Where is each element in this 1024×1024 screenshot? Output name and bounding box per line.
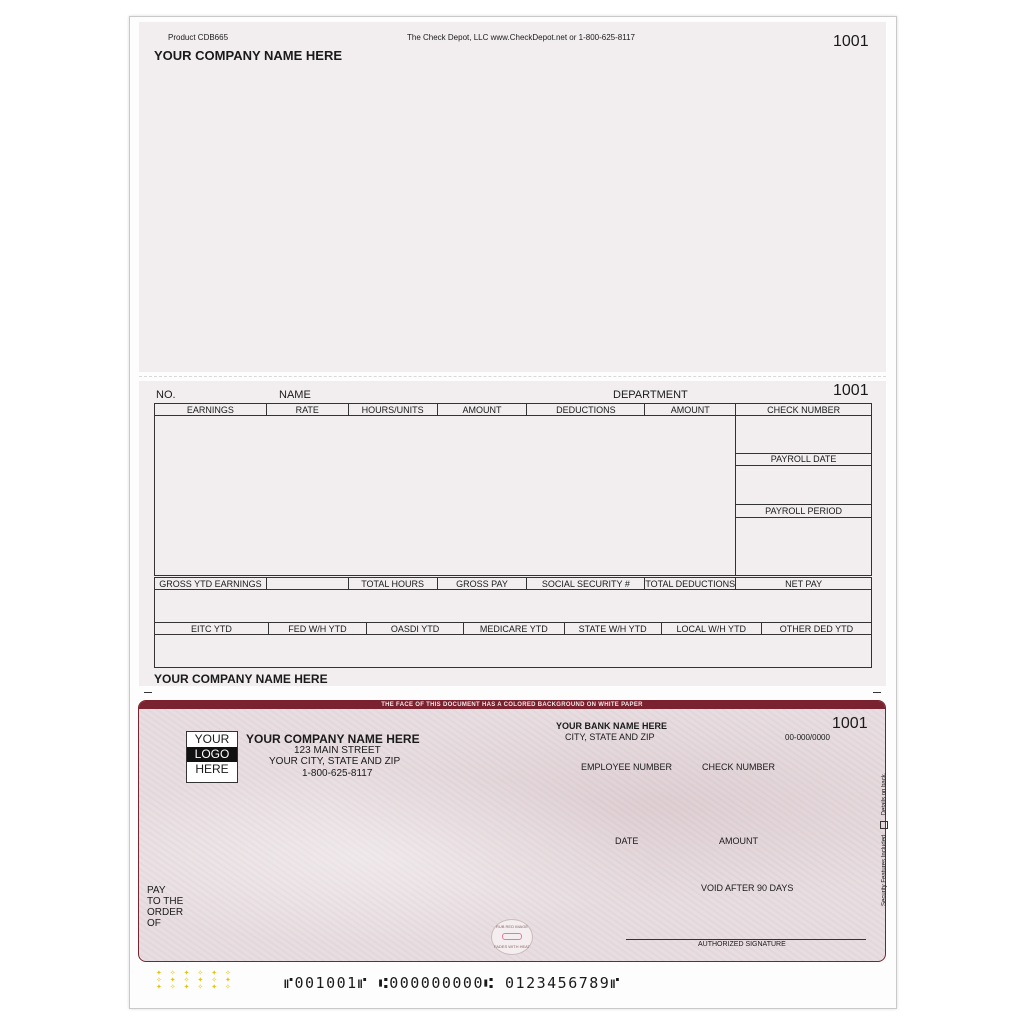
header-check-number: CHECK NUMBER	[736, 404, 872, 416]
signature-line	[626, 939, 866, 940]
pay-line-4: OF	[147, 918, 161, 929]
header-total-deductions: TOTAL DEDUCTIONS	[645, 578, 736, 589]
top-stub	[139, 22, 886, 372]
tick-mark-right	[873, 692, 881, 693]
employee-number-label: EMPLOYEE NUMBER	[581, 762, 673, 772]
hologram-stars-icon: ✦ ✧ ✦ ✧ ✦ ✧ ✧ ✦ ✧ ✦ ✧ ✦ ✦ ✧ ✦ ✧ ✦ ✧	[156, 970, 234, 991]
logo-line-3: HERE	[195, 762, 229, 776]
top-check-number: 1001	[833, 33, 869, 50]
bank-city: CITY, STATE AND ZIP	[565, 732, 655, 742]
pay-line-3: ORDER	[147, 907, 184, 918]
tick-mark-left	[144, 692, 152, 693]
payroll-date-box	[736, 466, 871, 505]
key-icon	[502, 933, 522, 940]
details-on-back-label: Details on back.	[881, 772, 888, 816]
product-code: Product CDB665	[168, 33, 229, 42]
label-department: DEPARTMENT	[613, 389, 688, 401]
check-number: 1001	[832, 715, 868, 732]
totals-table	[154, 577, 872, 623]
company-address-2: YOUR CITY, STATE AND ZIP	[269, 756, 401, 767]
payroll-period-label: PAYROLL PERIOD	[736, 505, 871, 518]
check-face	[138, 700, 886, 962]
ytd-body	[155, 635, 872, 668]
company-phone: 1-800-625-8117	[302, 768, 373, 779]
check-company-name: YOUR COMPANY NAME HERE	[246, 732, 420, 746]
header-total-hours: TOTAL HOURS	[348, 578, 437, 590]
header-blank	[266, 578, 348, 590]
header-medicare-ytd: MEDICARE YTD	[464, 623, 564, 635]
header-state-wh-ytd: STATE W/H YTD	[564, 623, 661, 635]
label-name: NAME	[279, 389, 311, 401]
pay-line-2: TO THE	[147, 896, 184, 907]
earnings-body	[155, 416, 736, 576]
stub-company-name: YOUR COMPANY NAME HERE	[154, 672, 328, 686]
address-line-1: 123 MAIN STREET	[294, 745, 381, 756]
ytd-table	[154, 622, 872, 668]
security-band: THE FACE OF THIS DOCUMENT HAS A COLORED BACKGROUND ON WHITE PAPER	[139, 701, 885, 709]
vendor-line: The Check Depot, LLC www.CheckDepot.net or 1-800-625-8117	[407, 33, 635, 42]
seal-line-1: RUB RED IMAGE	[495, 924, 528, 929]
logo-line-2: LOGO	[187, 747, 237, 762]
header-other-ded-ytd: OTHER DED YTD	[761, 623, 871, 635]
header-deduction-amount: AMOUNT	[645, 404, 736, 416]
bank-name: YOUR BANK NAME HERE	[556, 721, 668, 731]
void-notice: VOID AFTER 90 DAYS	[701, 883, 794, 893]
check-number-box	[736, 416, 871, 454]
logo-line-1: YOUR	[194, 732, 230, 746]
header-local-wh-ytd: LOCAL W/H YTD	[661, 623, 761, 635]
pay-line-1: PAY	[147, 885, 166, 896]
header-earnings: EARNINGS	[155, 404, 267, 416]
label-no: NO.	[156, 389, 176, 401]
logo-placeholder	[186, 731, 238, 783]
header-ssn: SOCIAL SECURITY #	[527, 578, 645, 590]
header-gross-ytd: GROSS YTD EARNINGS	[155, 578, 267, 590]
header-fed-wh-ytd: FED W/H YTD	[268, 623, 366, 635]
perforation-line	[139, 376, 886, 377]
check-number-label: CHECK NUMBER	[702, 762, 776, 772]
header-rate: RATE	[266, 404, 348, 416]
header-eitc-ytd: EITC YTD	[155, 623, 269, 635]
signature-label: AUTHORIZED SIGNATURE	[698, 941, 786, 948]
routing-fraction: 00-000/0000	[785, 733, 830, 742]
header-hours-units: HOURS/UNITS	[348, 404, 437, 416]
date-label: DATE	[615, 836, 639, 846]
payroll-period-box	[736, 518, 871, 563]
stub-check-number: 1001	[833, 382, 869, 399]
micr-line: ⑈001001⑈ ⑆000000000⑆ 0123456789⑈	[284, 974, 621, 992]
top-company-name: YOUR COMPANY NAME HERE	[154, 48, 343, 63]
header-deductions: DEDUCTIONS	[527, 404, 645, 416]
earnings-table	[154, 403, 872, 576]
header-gross-pay: GROSS PAY	[437, 578, 527, 590]
seal-line-2: FADES WITH HEAT	[494, 944, 530, 949]
header-net-pay: NET PAY	[736, 578, 872, 590]
totals-body	[155, 590, 872, 623]
header-amount: AMOUNT	[437, 404, 527, 416]
payroll-date-label: PAYROLL DATE	[736, 454, 871, 466]
security-features-text	[880, 746, 888, 906]
pay-to-the-order-of	[147, 885, 183, 929]
header-oasdi-ytd: OASDI YTD	[366, 623, 463, 635]
padlock-icon	[880, 821, 888, 829]
side-column	[736, 416, 872, 576]
heat-seal-icon	[491, 919, 533, 955]
amount-label: AMOUNT	[719, 836, 758, 846]
security-features-label: Security Features Included	[881, 834, 888, 906]
